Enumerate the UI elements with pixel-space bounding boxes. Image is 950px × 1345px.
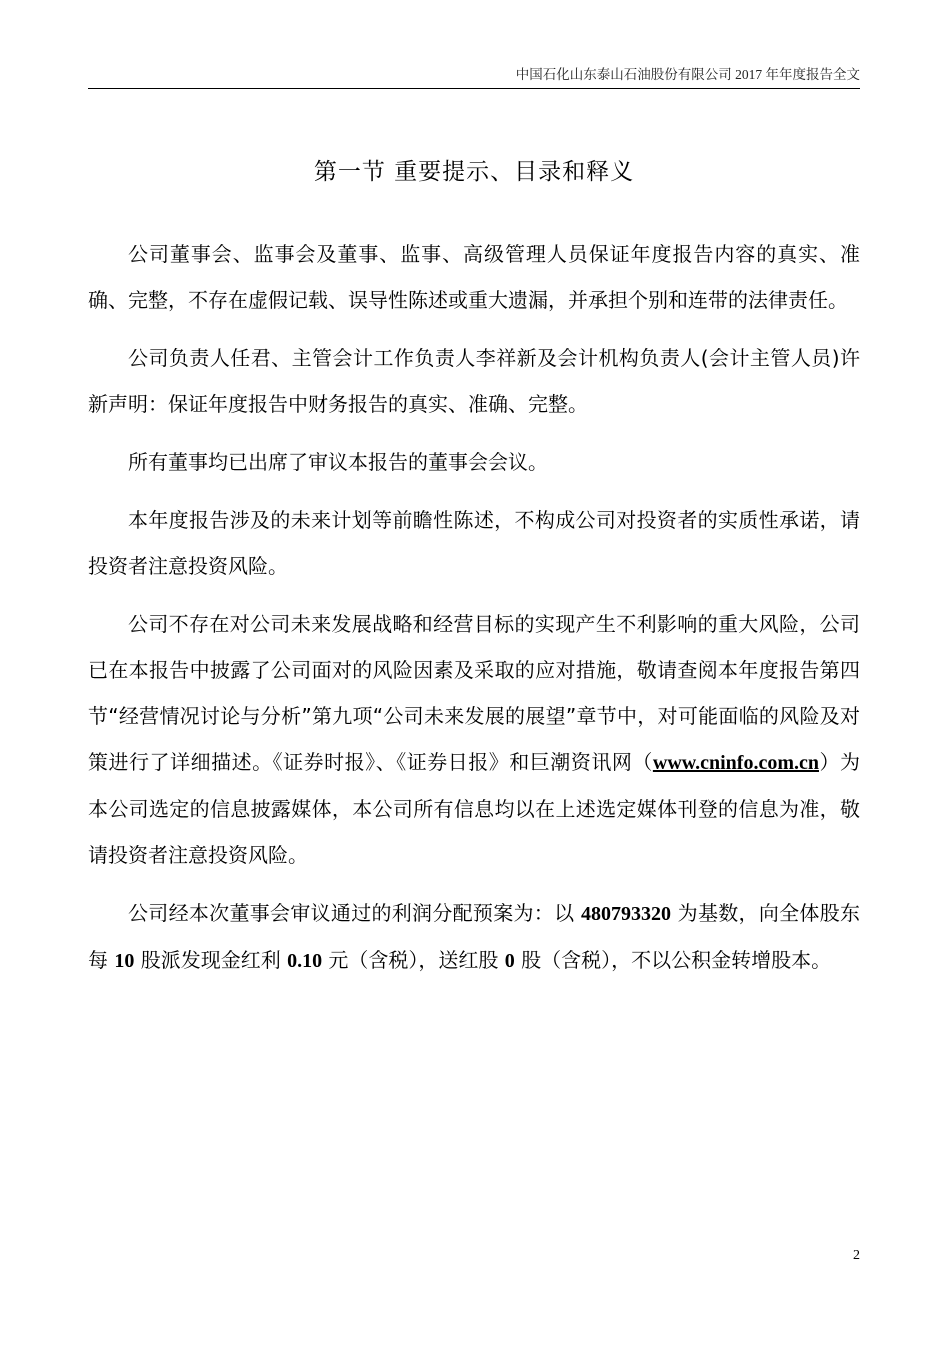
distribution-text-5: 股（含税），不以公积金转增股本。: [514, 948, 832, 972]
cninfo-link[interactable]: www.cninfo.com.cn: [652, 752, 819, 774]
running-header: 中国石化山东泰山石油股份有限公司 2017 年年度报告全文: [515, 67, 860, 82]
distribution-text-1: 公司经本次董事会审议通过的利润分配预案为：以: [128, 901, 582, 925]
risk-text-before-link: 公司不存在对公司未来发展战略和经营目标的实现产生不利影响的重大风险，公司已在本报告中披露了公司面对的风险因素及采取的应对措施，敬请查阅本年度报告第四节“经营情况讨论与分析”第九项“公司未来发展的展望”章节中，对可能面临的风险及对策进行了详细描述。《证券时报》、《证券日报》和巨潮资讯网（: [88, 612, 860, 774]
paragraph-risk: [88, 601, 860, 878]
page-number: 2: [853, 1248, 860, 1263]
body-text: [88, 231, 860, 996]
header-divider: [88, 88, 860, 89]
paragraph-profit-distribution: [88, 890, 860, 984]
paragraph-financial-statement: 公司负责人任君、主管会计工作负责人李祥新及会计机构负责人(会计主管人员)许新声明：保证年度报告中财务报告的真实、准确、完整。: [88, 346, 860, 416]
distribution-text-2: 为基数，向全体股东每: [88, 901, 860, 972]
bonus-shares-value: 0: [504, 950, 515, 972]
base-shares-value: 480793320: [581, 903, 672, 925]
distribution-text-4: 元（含税），送红股: [322, 948, 505, 972]
paragraph-forward-looking: 本年度报告涉及的未来计划等前瞻性陈述，不构成公司对投资者的实质性承诺，请投资者注意投资风险。: [88, 508, 860, 578]
section-title: 第一节 重要提示、目录和释义: [313, 159, 635, 185]
cash-dividend-value: 0.10: [287, 950, 323, 972]
distribution-text-3: 股派发现金红利: [134, 948, 288, 972]
paragraph-responsibility: 公司董事会、监事会及董事、监事、高级管理人员保证年度报告内容的真实、准确、完整，不存在虚假记载、误导性陈述或重大遗漏，并承担个别和连带的法律责任。: [88, 242, 860, 312]
paragraph-attendance: 所有董事均已出席了审议本报告的董事会会议。: [128, 450, 548, 474]
risk-text-after-link: ）为本公司选定的信息披露媒体，本公司所有信息均以在上述选定媒体刊登的信息为准，敬请投资者注意投资风险。: [88, 750, 861, 867]
per-shares-value: 10: [114, 950, 135, 972]
